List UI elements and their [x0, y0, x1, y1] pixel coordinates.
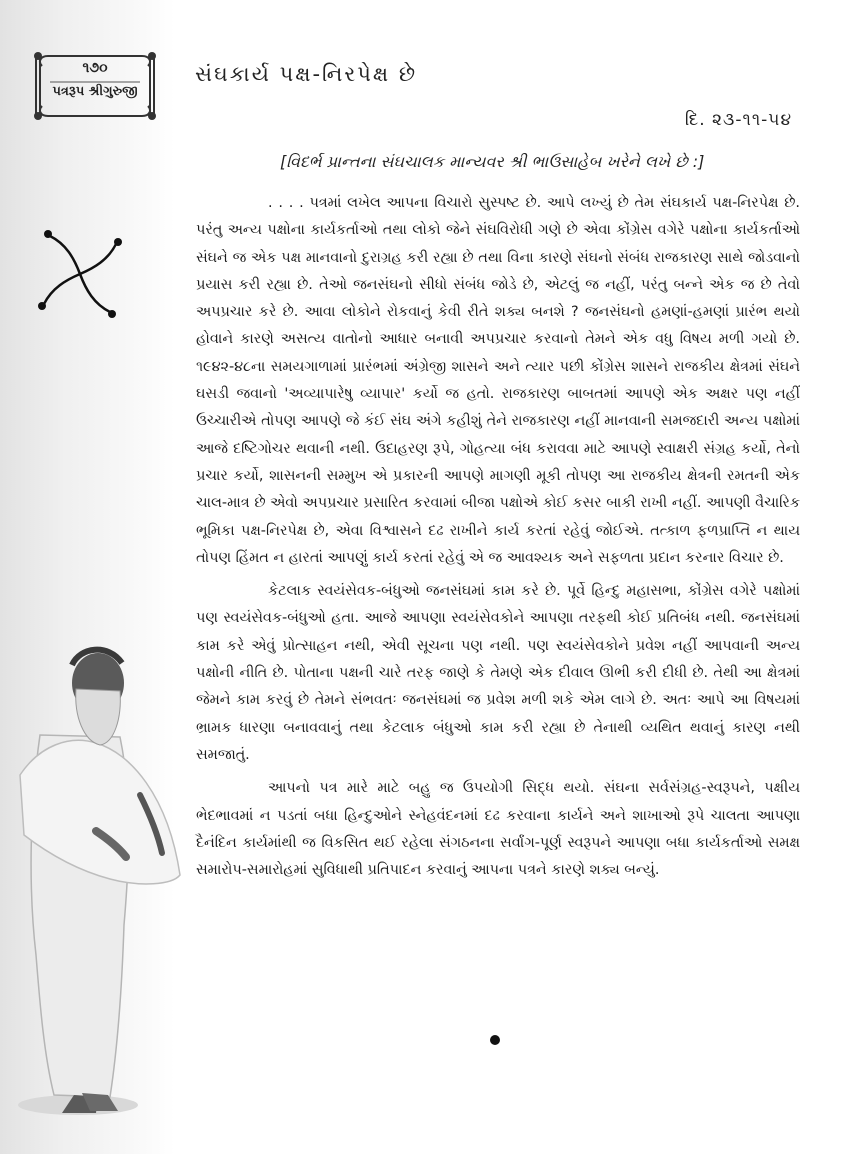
sage-portrait-image	[0, 625, 190, 1135]
letter-heading: [વિદર્ભ પ્રાન્તના સંઘચાલક માન્યવર શ્રી ભાઉસાહેબ ખરેને લખે છે :]	[280, 152, 705, 171]
body-paragraph: કેટલાક સ્વયંસેવક-બંધુઓ જનસંઘમાં કામ કરે છે. પૂર્વે હિન્દુ મહાસભા, કોંગ્રેસ વગેરે પક્ષોમાં પણ સ્વયંસેવક-બંધુઓ હતા. આજે આપણા સ્વયંસેવકોને આપણા તરફથી કોઈ પ્રતિબંધ નથી. જનસંઘમાં કામ કરે એવું પ્રોત્સાહન નથી, એવી સૂચના પણ નથી. પણ સ્વયંસેવકોને પ્રવેશ નહીં આપવાની અન્ય પક્ષોની નીતિ છે. પોતાના પક્ષની ચારે તરફ જાણે કે તેમણે એક દીવાલ ઊભી કરી દીધી છે. તેથી આ ક્ષેત્રમાં જેમને કામ કરવું છે તેમને સંભવતઃ જનસંઘમાં જ પ્રવેશ મળી શકે એમ લાગે છે. અતઃ આપે આ વિષયમાં ભ્રામક ધારણા બનાવવાનું તથા કેટલાક બંધુઓ કામ કરી રહ્યા છે તેનાથી વ્યથિત થવાનું કારણ નથી સમજાતું.	[196, 583, 800, 763]
page-number: ૧૭૦	[82, 60, 108, 76]
bullet-icon	[490, 1035, 500, 1045]
body-paragraph: આપનો પત્ર મારે માટે બહુ જ ઉપયોગી સિદ્ધ થયો. સંઘના સર્વસંગ્રહ-સ્વરૂપને, પક્ષીય ભેદભાવમાં ન પડતાં બધા હિન્દુઓને સ્નેહવંદનમાં દઢ કરવાના કાર્યને અને શાખાઓ રૂપે ચાલતા આપણા દૈનંદિન કાર્યમાંથી જ વિકસિત થઈ રહેલા સંગઠનના સર્વાંગ-પૂર્ણ સ્વરૂપને આપણા બધા કાર્યકર્તાઓ સમક્ષ સમારોપ-સમારોહમાં સુવિધાથી પ્રતિપાદન કરવાનું આપના પત્રને કારણે શક્ય બન્યું.	[196, 780, 800, 879]
swastika-icon	[28, 222, 132, 326]
body-paragraph: . . . . પત્રમાં લખેલ આપના વિચારો સુસ્પષ્ટ છે. આપે લખ્યું છે તેમ સંઘકાર્ય પક્ષ-નિરપેક્ષ છે. પરંતુ અન્ય પક્ષોના કાર્યકર્તાઓ તથા લોકો જેને સંઘવિરોધી ગણે છે એવા કોંગ્રેસ વગેરે પક્ષોના કાર્યકર્તાઓ સંઘને જ એક પક્ષ માનવાનો દુરાગ્રહ કરી રહ્યા છે તથા વિના કારણે સંઘનો સંબંધ રાજકારણ સાથે જોડવાનો પ્રયાસ કરી રહ્યા છે. તેઓ જનસંઘનો સીધો સંબંધ જોડે છે, એટલું જ નહીં, પરંતુ બન્ને એક જ છે તેવો અપપ્રચાર કરે છે. આવા લોકોને રોકવાનું કેવી રીતે શક્ય બનશે ? જનસંઘનો હમણાં-હમણાં પ્રારંભ થયો હોવાને કારણે અસત્ય વાતોનો આધાર બનાવી અપપ્રચાર કરવાનો તેમને એક વધુ વિષય મળી ગયો છે. ૧૯૪૨-૪૮ના સમયગાળામાં પ્રારંભમાં અંગ્રેજી શાસને અને ત્યાર પછી કોંગ્રેસ શાસને રાજકીય ક્ષેત્રમાં સંઘને ઘસડી જવાનો 'અવ્યાપારેષુ વ્યાપાર' કર્યો જ હતો. રાજકારણ બાબતમાં આપણે એક અક્ષર પણ નહીં ઉચ્ચારીએ તોપણ આપણે જે કંઈ સંઘ અંગે કહીશું તેને રાજકારણ નહીં માનવાની સમજદારી અન્ય પક્ષોમાં આજે દષ્ટિગોચર થવાની નથી. ઉદાહરણ રૂપે, ગોહત્યા બંધ કરાવવા માટે આપણે સ્વાક્ષરી સંગ્રહ કર્યો, તેનો પ્રચાર કર્યો, શાસનની સમ્મુખ એ પ્રકારની આપણે માગણી મૂકી તોપણ આ રાજકીય ક્ષેત્રની રમતની એક ચાલ-માત્ર છે એવો અપપ્રચાર પ્રસારિત કરવામાં બીજા પક્ષોએ કોઈ કસર બાકી રાખી નહીં. આપણી વૈચારિક ભૂમિકા પક્ષ-નિરપેક્ષ છે, એવા વિશ્વાસને દઢ રાખીને કાર્ય કરતાં રહેવું જોઈએ. તત્કાળ ફળપ્રાપ્તિ ન થાય તોપણ હિંમત ન હારતાં આપણું કાર્ય કરતાં રહેવું એ જ આવશ્યક અને સફળતા પ્રદાન કરનાર વિચાર છે.	[196, 195, 800, 566]
section-label: પત્રરૂપ શ્રીગુરુજી	[52, 84, 138, 99]
page-title: સંઘકાર્ય પક્ષ-નિરપેક્ષ છે	[195, 62, 418, 86]
page-number-badge	[30, 52, 160, 120]
letter-date: દિ. ૨૩-૧૧-૫૪	[684, 110, 792, 130]
letter-body	[196, 190, 800, 890]
